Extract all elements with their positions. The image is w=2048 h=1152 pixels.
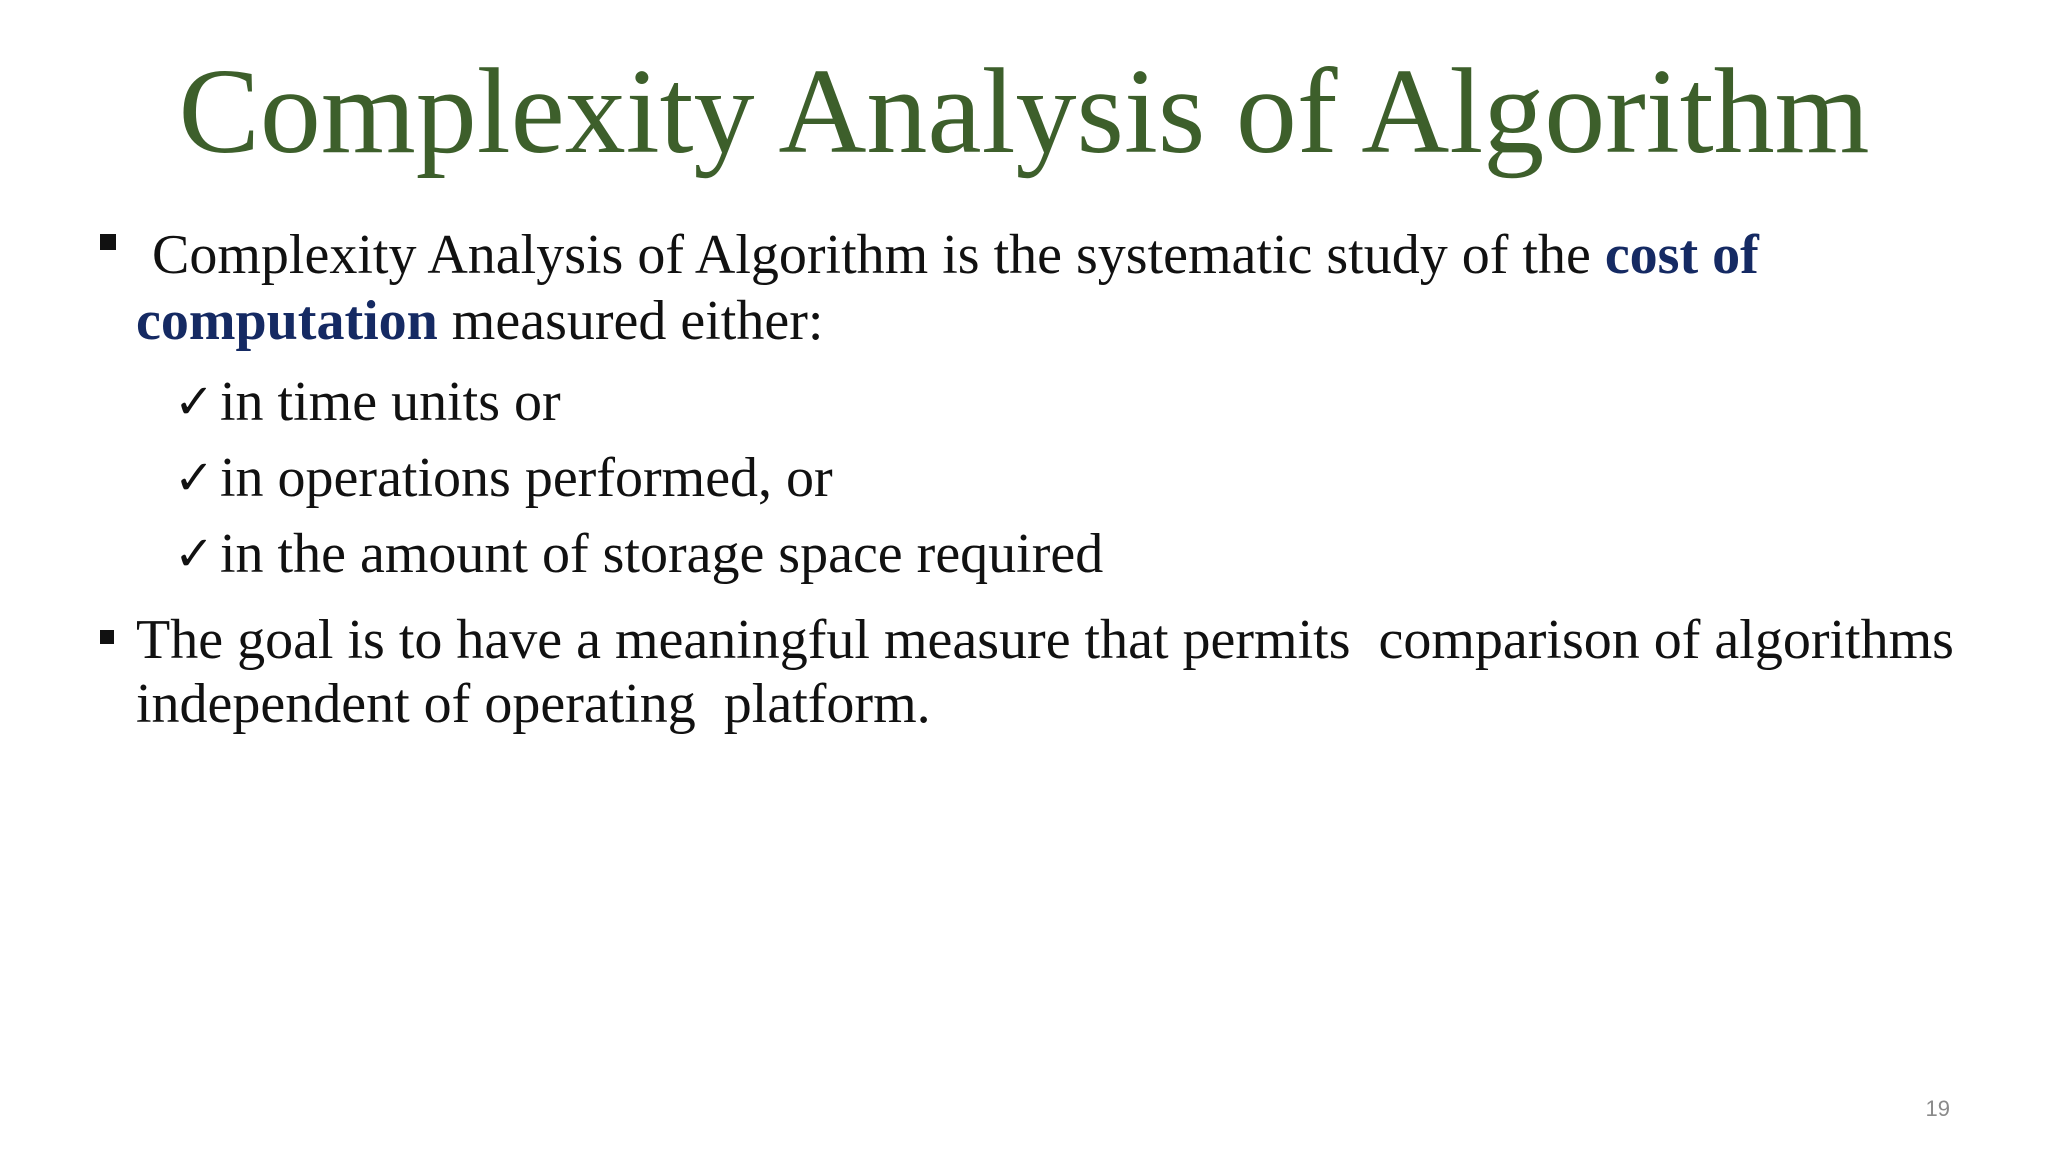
checklist-item-text: in operations performed, or [220, 447, 833, 509]
checklist-item-text: in the amount of storage space required [220, 523, 1104, 585]
bullet-text: The goal is to have a meaningful measure that permits comparison of algorithms independent of operating platform. [136, 609, 1968, 735]
checklist [100, 364, 1960, 592]
square-bullet-icon [100, 234, 116, 250]
checkmark-icon: ✓ [174, 374, 215, 430]
checkmark-icon: ✓ [174, 450, 215, 506]
bullet-item [100, 608, 1968, 736]
slide-title: Complexity Analysis of Algorithm [178, 44, 1870, 179]
bullet-text-after: measured either: [437, 290, 824, 352]
checkmark-icon: ✓ [174, 526, 215, 582]
checklist-item [174, 364, 1960, 440]
page-number: 19 [1925, 1096, 1950, 1121]
square-bullet-icon [100, 630, 114, 644]
checklist-item [174, 516, 1960, 592]
bullet-item [100, 222, 1960, 354]
checklist-item-text: in time units or [220, 371, 561, 433]
bullet-text-before: Complexity Analysis of Algorithm is the systematic study of the [152, 224, 1605, 286]
slide-body [100, 222, 1968, 736]
emphasized-term: cost of computation [136, 224, 1759, 352]
checklist-item [174, 440, 1960, 516]
